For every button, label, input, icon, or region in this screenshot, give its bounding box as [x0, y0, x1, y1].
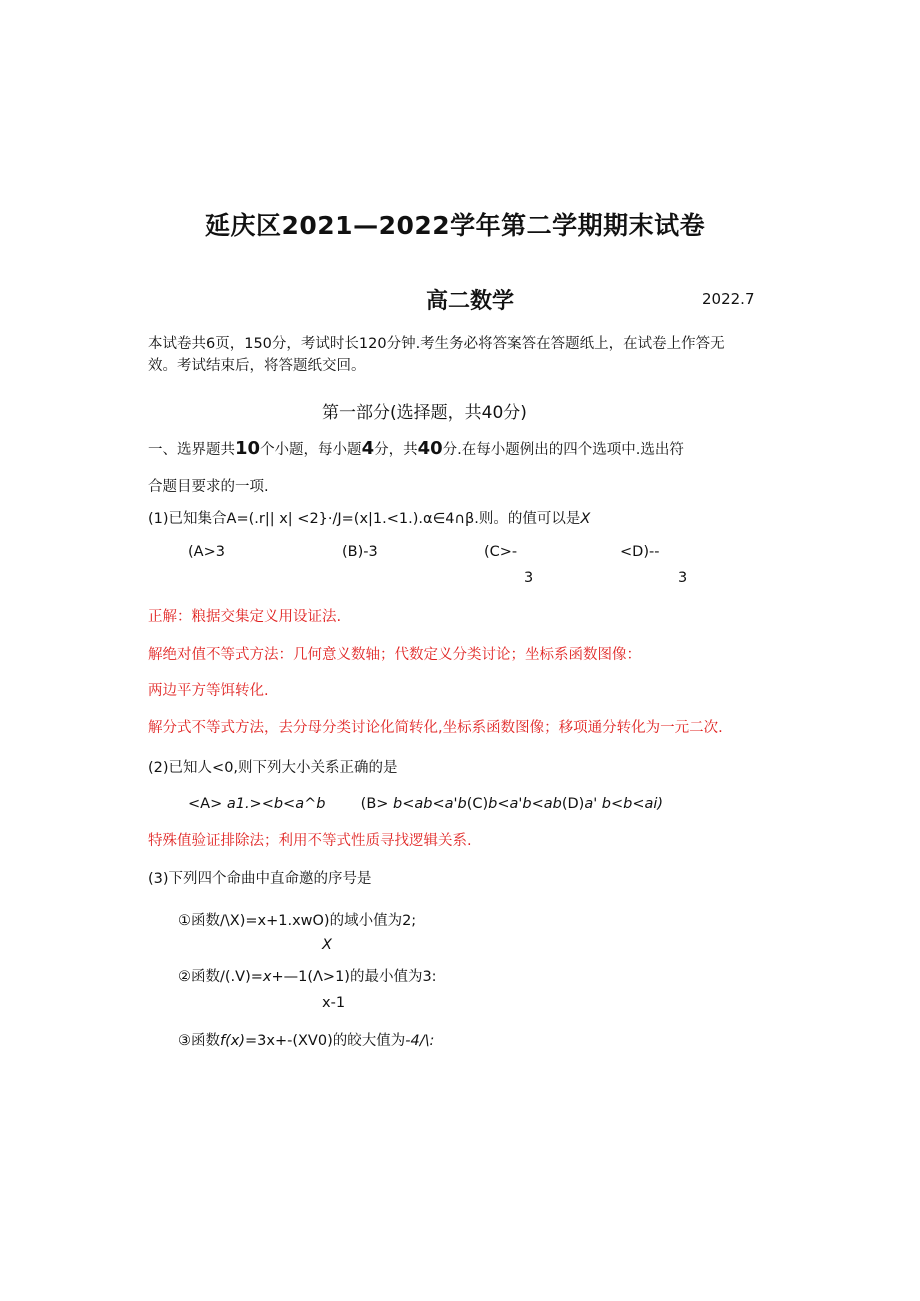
- question-2-stem: (2)已知人<0,则下列大小关系正确的是: [148, 760, 398, 776]
- section-one-intro-line-2: 合题目要求的一项.: [148, 479, 269, 495]
- q3-item-2-b: =x+: [250, 969, 284, 985]
- question-1-text: (1)已知集合A=(.r|| x| <2}·/J=(x|1.<1.).α∈4∩β.则。的值可以是: [148, 511, 581, 527]
- q3-item-1: ①函数/\X)=x+1.xwO)的域小值为2;: [178, 913, 417, 929]
- q3-item-2-c: —1(Λ>1)的最小值为3:: [283, 969, 437, 985]
- q3-item-3-d: -4/\:: [405, 1033, 435, 1049]
- q1-option-c: (C>-: [484, 544, 518, 560]
- q1-option-d: <D)--: [620, 544, 660, 560]
- question-3-stem: (3)下列四个命曲中直命邀的序号是: [148, 871, 372, 887]
- intro-number-points: 4: [361, 438, 375, 459]
- instructions-line-1: 本试卷共6页，150分，考试时长120分钟.考生务必将答案答在答题纸上，在试卷上作答无: [148, 336, 725, 352]
- q1-option-a: (A>3: [188, 544, 225, 560]
- q1-option-b: (B)-3: [342, 544, 378, 560]
- intro-text-d: 分.在每小题例出的四个选项中.选出符: [442, 442, 684, 458]
- q2-options: [188, 793, 663, 815]
- question-1-variable: X: [580, 511, 591, 527]
- q3-item-2-a: ②函数/(.V): [178, 969, 251, 985]
- q2-option-c: b<a'b<ab: [488, 796, 562, 812]
- q1-note-3: 两边平方等饵转化.: [148, 683, 269, 699]
- q3-item-3: [178, 1030, 434, 1052]
- q1-note-2: 解绝对值不等式方法：几何意义数轴；代数定义分类讨论；坐标系函数图像：: [148, 647, 641, 663]
- q1-note-4: 解分式不等式方法，去分母分类讨论化简转化,坐标系函数图像；移项通分转化为一元二次.: [148, 720, 723, 736]
- intro-number-total: 40: [417, 438, 443, 459]
- exam-date: 2022.7: [702, 290, 755, 308]
- q3-item-1-denominator: X: [322, 937, 332, 953]
- intro-number-questions: 10: [235, 438, 261, 459]
- q3-item-2: [178, 966, 437, 988]
- q3-item-3-a: ③函数: [178, 1033, 220, 1049]
- q3-item-2-denominator: x-1: [322, 995, 346, 1011]
- q2-option-b-label: (B>: [360, 796, 389, 812]
- q2-option-a: a1.><b<a^b: [226, 796, 326, 812]
- subject-title: 高二数学: [426, 289, 515, 314]
- q2-option-c-label: (C): [466, 796, 489, 812]
- question-1-stem: [148, 508, 590, 530]
- q3-item-3-b: f(x): [220, 1033, 245, 1049]
- q2-option-d: a' b<b<ai): [584, 796, 664, 812]
- intro-text-b: 个小题，每小题: [260, 442, 362, 458]
- exam-title: 延庆区2021—2022学年第二学期期末试卷: [205, 211, 706, 240]
- q1-option-d-denominator: 3: [678, 570, 688, 586]
- intro-text-c: 分，共: [374, 442, 418, 458]
- q2-note: 特殊值验证排除法；利用不等式性质寻找逻辑关系.: [148, 833, 472, 849]
- q2-option-d-label: (D): [561, 796, 585, 812]
- q1-option-c-denominator: 3: [524, 570, 534, 586]
- instructions-line-2: 效。考试结束后，将答题纸交回。: [148, 358, 366, 374]
- section-one-intro: [148, 438, 684, 461]
- q1-note-1: 正解：粮据交集定义用设证法.: [148, 609, 342, 625]
- q2-option-a-label: <A>: [188, 796, 223, 812]
- part-one-heading: 第一部分(选择题，共40分): [322, 403, 527, 423]
- intro-text-a: 一、选界题共: [148, 442, 235, 458]
- q3-item-3-c: =3x+-(XV0)的皎大值为: [245, 1033, 406, 1049]
- q2-option-b: b<ab<a'b: [393, 796, 467, 812]
